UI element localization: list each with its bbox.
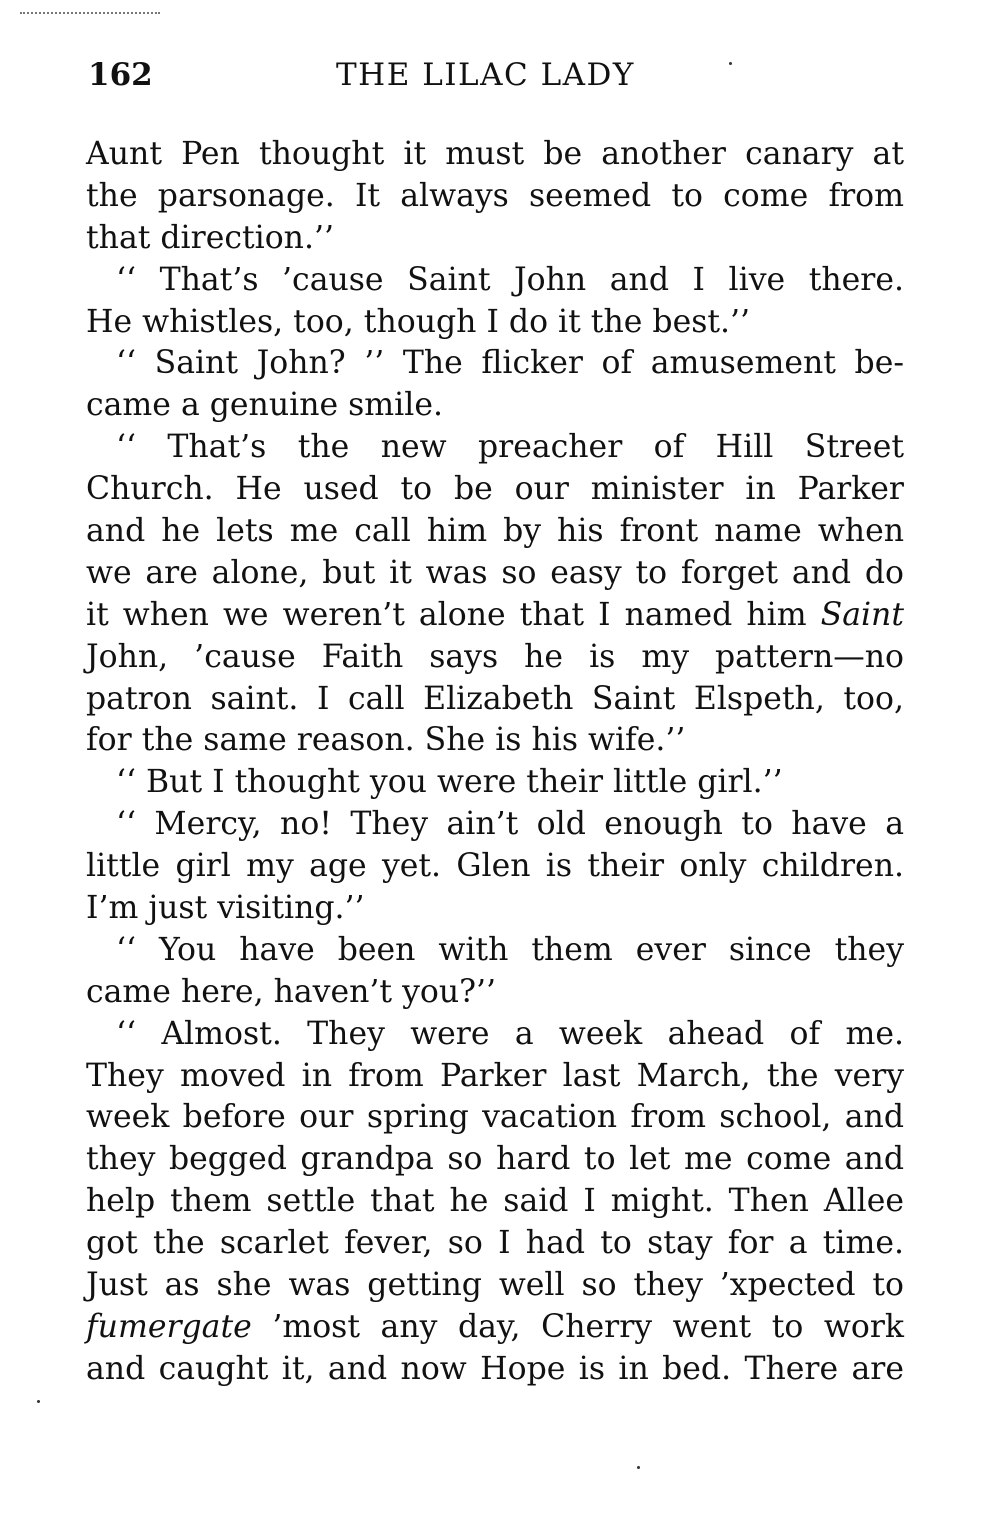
- text-line: [86, 804, 904, 846]
- page-header: [88, 57, 900, 101]
- text-segment: we are alone, but it was so easy to forget and do: [86, 554, 904, 591]
- text-segment: Church. He used to be our minister in Parker: [86, 471, 904, 508]
- text-segment: ‘‘ But I thought you were their little girl.’’: [116, 764, 783, 801]
- text-line: [86, 260, 904, 302]
- text-segment: Aunt Pen thought it must be another canary at: [86, 136, 904, 172]
- text-line: [86, 511, 904, 553]
- text-line: [86, 930, 904, 972]
- text-segment: ‘‘ Saint John? ’’ The flicker of amusement be-: [116, 345, 904, 382]
- text-line: [86, 1181, 904, 1223]
- text-segment: that direction.’’: [86, 219, 335, 256]
- text-segment: the parsonage. It always seemed to come from: [86, 177, 904, 214]
- text-segment: patron saint. I call Elizabeth Saint Elspeth, too,: [86, 680, 904, 717]
- scan-artifact: [20, 12, 160, 14]
- text-segment: He whistles, too, though I do it the best.’’: [86, 303, 751, 340]
- text-line: [86, 1097, 904, 1139]
- text-segment: I’m just visiting.’’: [86, 890, 365, 927]
- body-text: [86, 134, 904, 1391]
- text-line: [86, 343, 904, 385]
- text-line: [86, 1223, 904, 1265]
- text-segment: they begged grandpa so hard to let me come and: [86, 1141, 904, 1178]
- text-segment: for the same reason. She is his wife.’’: [86, 722, 686, 759]
- speck-dot: [637, 1466, 640, 1469]
- text-segment: ‘‘ Mercy, no! They ain’t old enough to have a: [116, 806, 904, 843]
- italic-text: Saint: [820, 596, 904, 633]
- running-title: THE LILAC LADY: [336, 57, 635, 93]
- text-segment: came a genuine smile.: [86, 387, 443, 424]
- text-line: [86, 1014, 904, 1056]
- text-line: [86, 176, 904, 218]
- page-number: 162: [88, 57, 153, 93]
- text-line: [86, 679, 904, 721]
- text-line: [86, 385, 904, 427]
- italic-text: fumergate: [86, 1308, 252, 1345]
- text-line: [86, 469, 904, 511]
- text-segment: and caught it, and now Hope is in bed. There are: [86, 1350, 904, 1387]
- text-line: [86, 720, 904, 762]
- text-line: [86, 427, 904, 469]
- text-line: [86, 1056, 904, 1098]
- text-segment: little girl my age yet. Glen is their only children.: [86, 848, 904, 885]
- text-segment: They moved in from Parker last March, the very: [86, 1057, 904, 1094]
- text-line: [86, 218, 904, 260]
- text-line: [86, 134, 904, 176]
- speck-dot: [37, 1400, 40, 1403]
- text-line: [86, 846, 904, 888]
- text-segment: Just as she was getting well so they ’xpected to: [86, 1267, 904, 1304]
- text-segment: help them settle that he said I might. Then Allee: [86, 1183, 904, 1220]
- text-segment: ‘‘ You have been with them ever since they: [116, 931, 904, 968]
- text-line: [86, 1349, 904, 1391]
- text-line: [86, 595, 904, 637]
- text-segment: it when we weren’t alone that I named him: [86, 596, 821, 633]
- text-line: [86, 888, 904, 930]
- text-segment: John, ’cause Faith says he is my pattern—no: [86, 638, 904, 675]
- text-segment: ’most any day, Cherry went to work: [251, 1308, 904, 1345]
- text-segment: ‘‘ That’s ’cause Saint John and I live there.: [116, 261, 904, 298]
- text-line: [86, 1139, 904, 1181]
- text-line: [86, 1265, 904, 1307]
- text-segment: week before our spring vacation from school, and: [86, 1099, 904, 1136]
- text-segment: ‘‘ That’s the new preacher of Hill Street: [116, 429, 904, 466]
- text-line: [86, 762, 904, 804]
- text-segment: came here, haven’t you?’’: [86, 973, 497, 1010]
- text-line: [86, 637, 904, 679]
- text-segment: ‘‘ Almost. They were a week ahead of me.: [116, 1015, 904, 1052]
- text-line: [86, 553, 904, 595]
- text-line: [86, 302, 904, 344]
- text-line: [86, 1307, 904, 1349]
- text-line: [86, 972, 904, 1014]
- text-segment: got the scarlet fever, so I had to stay for a time.: [86, 1225, 904, 1262]
- text-segment: and he lets me call him by his front name when: [86, 513, 904, 550]
